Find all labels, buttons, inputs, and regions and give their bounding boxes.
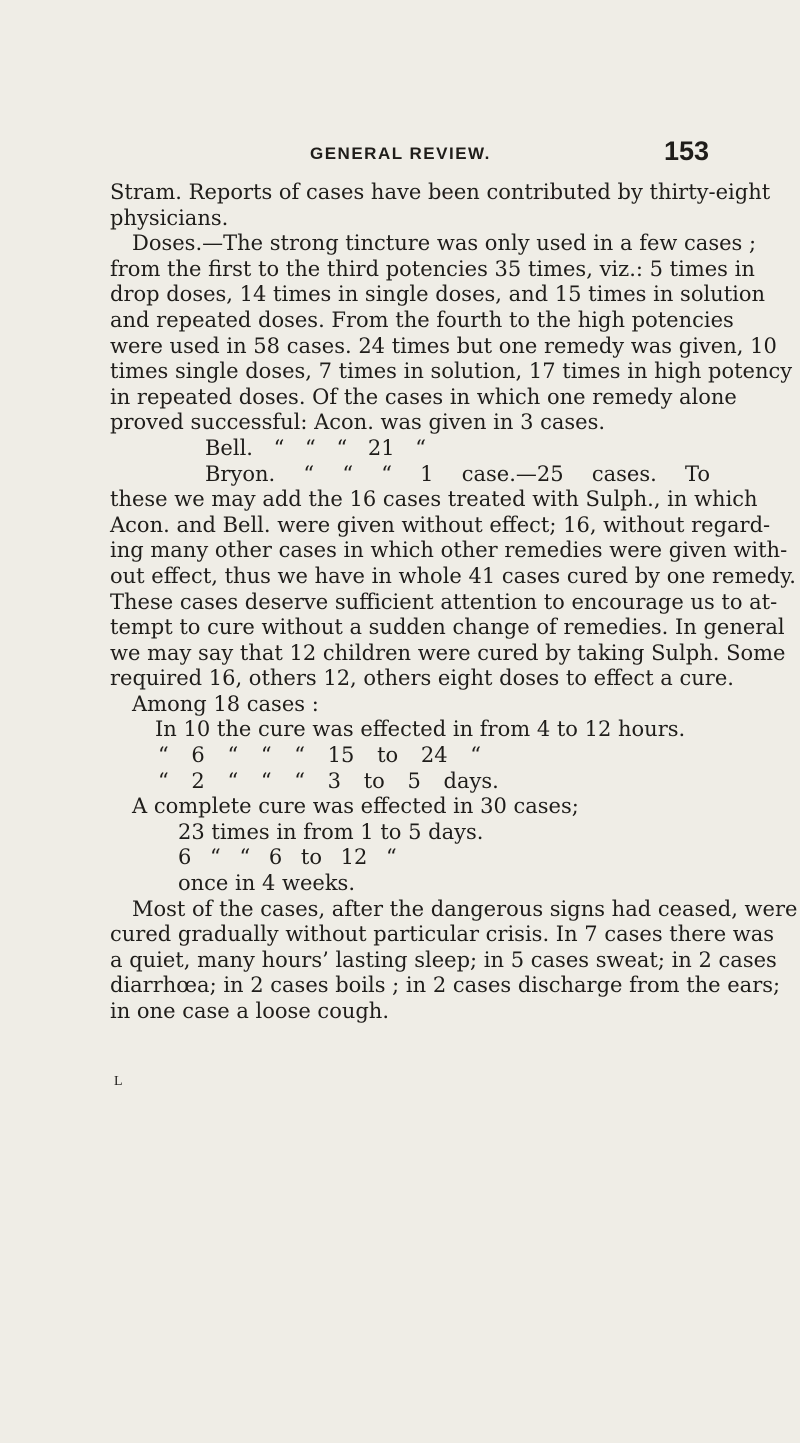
text-line: in one case a loose cough.: [110, 999, 389, 1023]
running-head: GENERAL REVIEW.: [310, 144, 491, 163]
text-line: Bryon. “ “ “ 1 case.—25 cases. To: [205, 461, 710, 486]
page-header: [0, 136, 800, 176]
text-line: Stram. Reports of cases have been contributed by thirty-eight: [110, 180, 771, 204]
text-line: These cases deserve sufficient attention to encourage us to at-: [110, 589, 778, 614]
page-number: 153: [664, 136, 710, 166]
text-line: we may say that 12 children were cured by taking Sulph. Some: [110, 640, 786, 665]
text-line: tempt to cure without a sudden change of remedies. In general: [110, 615, 785, 640]
text-line: Most of the cases, after the dangerous signs had ceased, were: [132, 896, 798, 921]
text-line: A complete cure was effected in 30 cases;: [132, 794, 579, 819]
text-line: out effect, thus we have in whole 41 cases cured by one remedy.: [110, 563, 796, 588]
text-line: Among 18 cases :: [132, 691, 319, 716]
text-line: “ 6 “ “ “ 15 to 24 “: [158, 743, 481, 768]
text-line: 23 times in from 1 to 5 days.: [178, 819, 484, 844]
text-line: physicians.: [110, 205, 229, 230]
text-line: 6 “ “ 6 to 12 “: [178, 845, 397, 870]
text-line: “ 2 “ “ “ 3 to 5 days.: [158, 768, 499, 793]
text-line: Acon. and Bell. were given without effect; 16, without regard-: [110, 512, 771, 537]
text-line: cured gradually without particular crisis. In 7 cases there was: [110, 922, 775, 947]
text-line: drop doses, 14 times in single doses, and 15 times in solution: [110, 282, 766, 307]
text-line: these we may add the 16 cases treated with Sulph., in which: [110, 487, 758, 512]
text-line: required 16, others 12, others eight doses to effect a cure.: [110, 666, 734, 691]
text-line: diarrhœa; in 2 cases boils ; in 2 cases discharge from the ears;: [110, 973, 781, 998]
signature-mark: L: [114, 1074, 123, 1089]
text-line: proved successful: Acon. was given in 3 cases.: [110, 410, 606, 435]
body-text: [110, 180, 798, 1025]
text-line: Doses.—The strong tincture was only used in a few cases ;: [132, 231, 757, 256]
text-line: ing many other cases in which other remedies were given with-: [110, 538, 788, 563]
text-line: and repeated doses. From the fourth to the high potencies: [110, 307, 734, 332]
text-line: In 10 the cure was effected in from 4 to 12 hours.: [155, 717, 686, 742]
text-line: Bell. “ “ “ 21 “: [205, 435, 427, 460]
text-line: from the first to the third potencies 35 times, viz.: 5 times in: [110, 256, 755, 281]
text-line: a quiet, many hours’ lasting sleep; in 5 cases sweat; in 2 cases: [110, 947, 777, 972]
text-line: were used in 58 cases. 24 times but one remedy was given, 10: [110, 333, 777, 358]
text-line: times single doses, 7 times in solution, 17 times in high potency: [110, 359, 793, 384]
text-line: once in 4 weeks.: [178, 871, 355, 896]
text-line: in repeated doses. Of the cases in which one remedy alone: [110, 384, 737, 409]
